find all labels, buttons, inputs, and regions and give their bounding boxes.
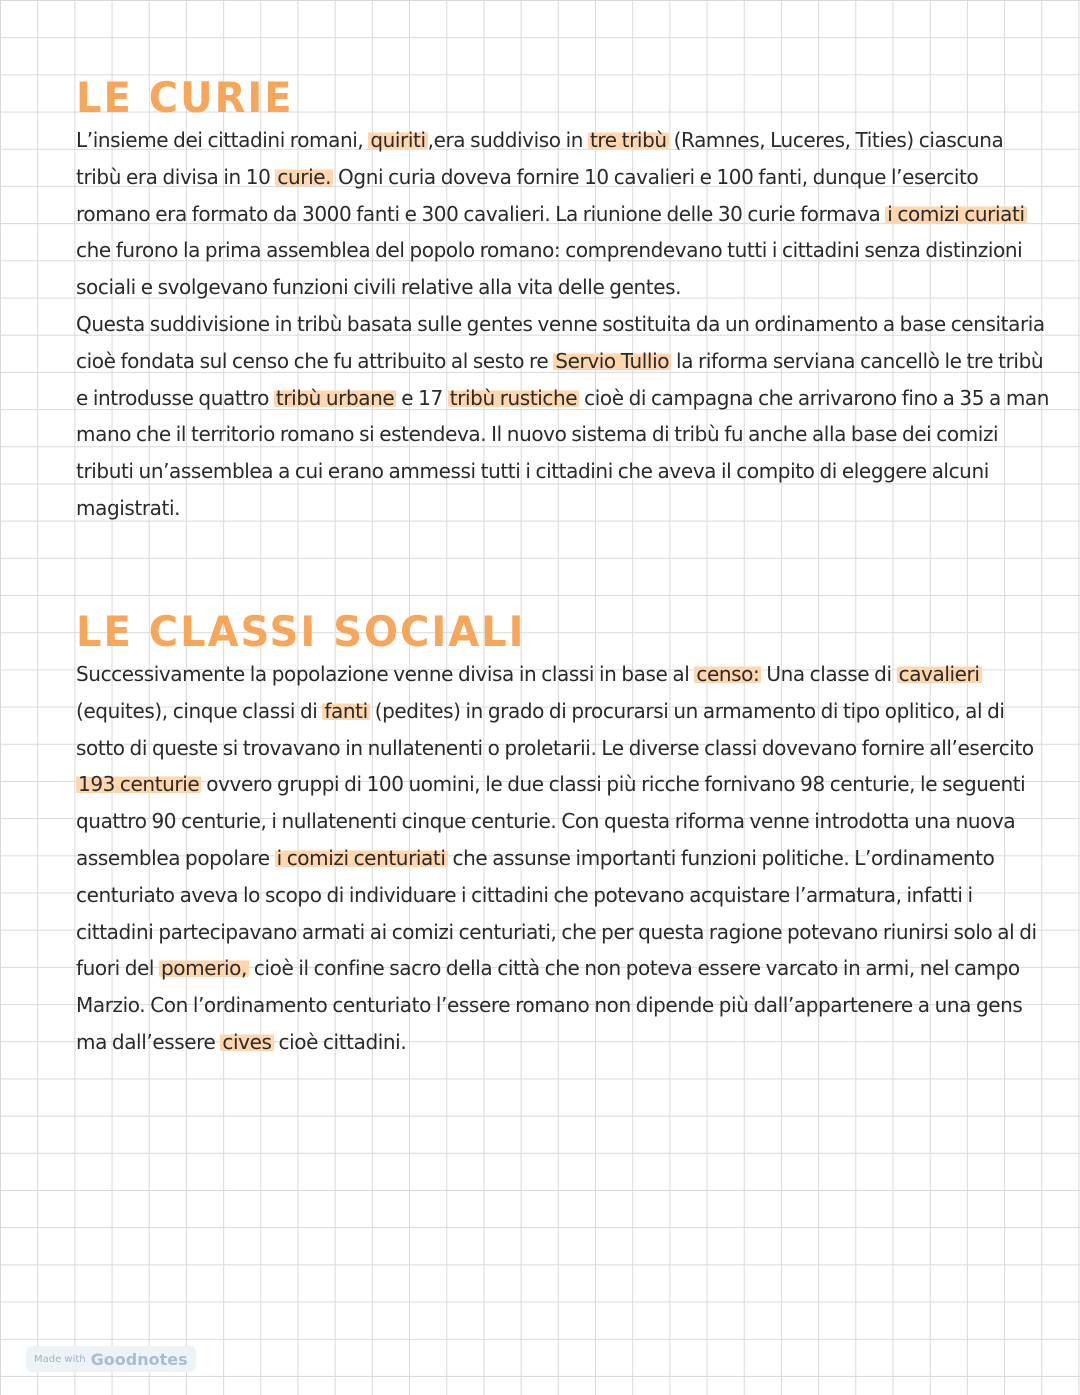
text-run: Ogni curia doveva fornire 10 cavalieri e 100 fanti, dunque l’esercito romano era formato da 3000 fanti e 300 cavalieri. La riunione delle 30 curie formava [76,164,979,226]
text-run: che furono la prima assemblea del popolo romano: comprendevano tutti i cittadini senza distinzioni sociali e svolgevano funzioni civili relative alla vita delle gentes. [76,238,1023,300]
highlighted-term: quiriti [370,128,426,152]
highlighted-term: i comizi centuriati [276,845,446,870]
highlighted-term: fanti [324,698,368,723]
text-run: (pedites) in grado di procurarsi un armamento di tipo oplitico, al di sotto di queste si trovavano in nullatenenti o proletarii. Le diverse classi dovevano fornire all’esercito [76,698,1034,760]
section-le-classi-sociali [76,606,1051,1061]
paragraph [76,122,1051,306]
highlighted-term: tre tribù [589,128,667,152]
section-title-le-curie: LE CURIE [76,74,294,123]
highlighted-term: tribù urbane [275,385,395,410]
highlighted-term: pomerio, [161,956,247,981]
text-run: (equites), cinque classi di [76,698,323,723]
text-run: ,era suddiviso in [427,128,588,152]
text-run: L’insieme dei cittadini romani, [76,128,369,152]
highlighted-term: i comizi curiati [887,201,1025,226]
highlighted-term: tribù rustiche [449,385,578,410]
text-run: ovvero gruppi di 100 uomini, le due classi più ricche fornivano 98 centurie, le seguenti quattro 90 centurie, i nullatenenti cinque centurie. Con questa riforma venne introdotta una nuova assemblea popolare [76,772,1026,870]
watermark-made-with: Made with [34,1353,86,1365]
section-title-le-classi-sociali: LE CLASSI SOCIALI [76,608,526,657]
section-le-curie [76,72,1051,527]
text-run: cioè di campagna che arrivarono fino a 35 a man mano che il territorio romano si estendeva. Il nuovo sistema di tribù fu anche alla base dei comizi tributi un’assemblea a cui erano ammessi tutti i cittadini che aveva il compito di eleggere alcuni magistrati. [76,385,1050,520]
text-run: Questa suddivisione in tribù basata sulle gentes venne sostituita da un ordinamento a base censitaria cioè fondata sul censo che fu attribuito al sesto re [76,311,1045,373]
highlighted-term: curie. [277,164,332,189]
text-run: e 17 [396,385,448,410]
highlighted-term: cavalieri [898,662,980,686]
text-run: cioè il confine sacro della città che non poteva essere varcato in armi, nel campo Marzio. Con l’ordinamento centuriato l’essere romano non dipende più dall’appartenere a una gens ma dall’essere [76,956,1023,1054]
highlighted-term: cives [222,1029,272,1054]
goodnotes-watermark [26,1346,196,1372]
watermark-brand-logo: Goodnotes [90,1349,188,1369]
text-run: Successivamente la popolazione venne divisa in classi in base al [76,662,695,686]
highlighted-term: censo: [696,662,760,686]
highlighted-term: 193 centurie [78,772,200,797]
paragraph [76,656,1051,1061]
text-run: che assunse importanti funzioni politiche. L’ordinamento centuriato aveva lo scopo di individuare i cittadini che potevano acquistare l’armatura, infatti i cittadini partecipavano armati ai comizi centuriati, che per questa ragione potevano riunirsi solo al di fuori del [76,845,1037,981]
highlighted-term: Servio Tullio [555,348,670,373]
paragraph [76,306,1051,527]
text-run: Una classe di [761,662,897,686]
text-run: (Ramnes, Luceres, Tities) ciascuna tribù era divisa in 10 [76,128,1004,189]
text-run: la riforma serviana cancellò le tre tribù e introdusse quattro [76,348,1044,410]
text-run: cioè cittadini. [273,1029,407,1054]
